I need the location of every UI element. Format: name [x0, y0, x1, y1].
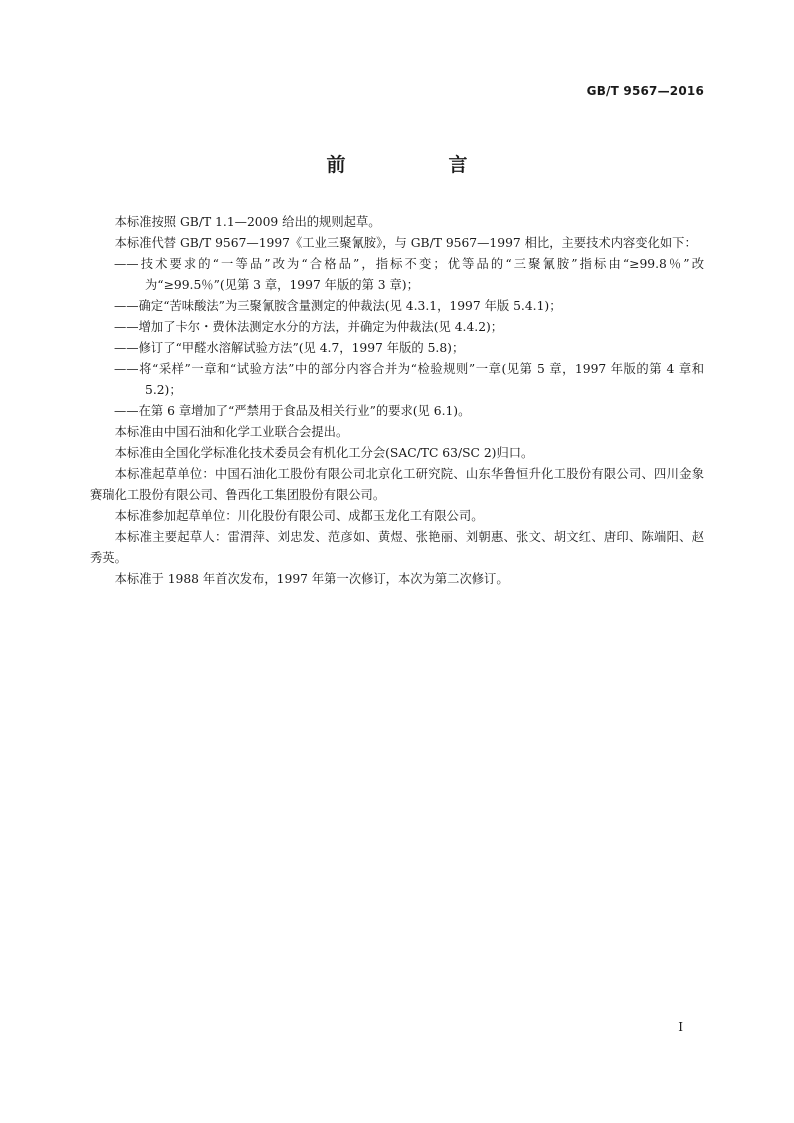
- paragraph: 本标准主要起草人：雷渭萍、刘忠发、范彦如、黄煜、张艳丽、刘朝惠、张文、胡文红、唐印、陈端阳、赵秀英。: [90, 530, 704, 565]
- paragraph: 本标准起草单位：中国石油化工股份有限公司北京化工研究院、山东华鲁恒升化工股份有限公司、四川金象赛瑞化工股份有限公司、鲁西化工集团股份有限公司。: [90, 467, 704, 502]
- paragraph: 本标准于 1988 年首次发布，1997 年第一次修订，本次为第二次修订。: [114, 572, 509, 586]
- page-number: I: [678, 1020, 683, 1034]
- change-list-item: ——将“采样”一章和“试验方法”中的部分内容合并为“检验规则”一章(见第 5 章，1997 年版的第 4 章和 5.2)；: [114, 362, 704, 397]
- page-title: 前 言: [326, 154, 510, 176]
- paragraph: 本标准参加起草单位：川化股份有限公司、成都玉龙化工有限公司。: [114, 509, 484, 523]
- change-list-item: ——修订了“甲醛水溶解试验方法”(见 4.7，1997 年版的 5.8)；: [114, 341, 465, 355]
- foreword-body: [90, 212, 704, 590]
- change-list-item: ——确定“苦味酸法”为三聚氰胺含量测定的仲裁法(见 4.3.1，1997 年版 5.4.1)；: [114, 299, 562, 313]
- paragraph: 本标准按照 GB/T 1.1—2009 给出的规则起草。: [114, 215, 381, 229]
- change-list-item: ——在第 6 章增加了“严禁用于食品及相关行业”的要求(见 6.1)。: [114, 404, 471, 418]
- change-list-item: ——技术要求的“一等品”改为“合格品”，指标不变；优等品的“三聚氰胺”指标由“≥99.8％”改为“≥99.5％”(见第 3 章，1997 年版的第 3 章)；: [114, 257, 704, 292]
- paragraph: 本标准由中国石油和化学工业联合会提出。: [114, 425, 349, 439]
- standard-code: GB/T 9567—2016: [586, 84, 704, 98]
- change-list-item: ——增加了卡尔・费休法测定水分的方法，并确定为仲裁法(见 4.4.2)；: [114, 320, 504, 334]
- paragraph: 本标准代替 GB/T 9567—1997《工业三聚氰胺》，与 GB/T 9567—1997 相比，主要技术内容变化如下：: [114, 236, 697, 250]
- paragraph: 本标准由全国化学标准化技术委员会有机化工分会(SAC/TC 63/SC 2)归口。: [114, 446, 534, 460]
